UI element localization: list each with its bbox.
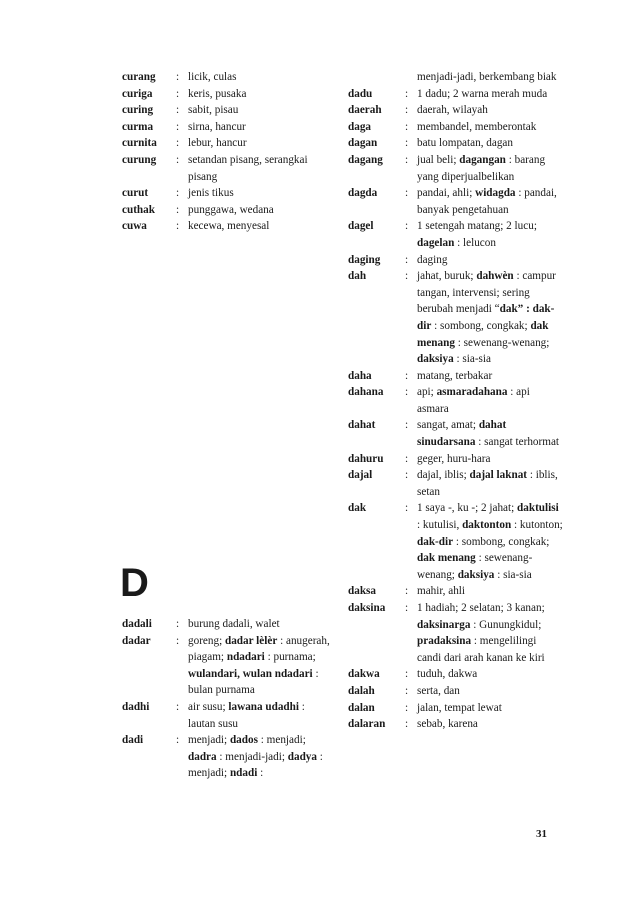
definition — [188, 202, 332, 219]
headword: dalah — [348, 684, 375, 697]
entry-separator: : — [405, 153, 409, 166]
definition-text: jenis tikus — [188, 187, 234, 200]
dictionary-entry — [348, 252, 563, 269]
entry-separator: : — [405, 220, 409, 233]
definition — [417, 716, 563, 733]
headword: daksa — [348, 585, 376, 598]
definition-text: : iblis, setan — [417, 469, 558, 498]
definition-text: daging — [417, 253, 448, 266]
entry-separator: : — [176, 220, 180, 233]
definition — [417, 583, 563, 600]
definition — [417, 384, 563, 417]
headword: dahat — [348, 419, 376, 432]
headword: dagel — [348, 220, 374, 233]
definition-text: jahat, buruk; — [417, 270, 477, 283]
derived-term: dagangan — [459, 153, 506, 166]
headword: dadi — [122, 734, 144, 747]
definition — [417, 152, 563, 185]
derived-term: dadya — [287, 750, 317, 763]
headword: dagda — [348, 187, 378, 200]
headword: dahana — [348, 386, 384, 399]
definition — [417, 666, 563, 683]
definition-text: : sangat terhormat — [475, 436, 560, 449]
entry-separator: : — [176, 187, 180, 200]
dictionary-entry — [122, 102, 332, 119]
entry-separator: : — [405, 87, 409, 100]
definition — [417, 69, 563, 86]
definition-text: : sombong, congkak; — [431, 319, 531, 332]
entry-separator: : — [405, 120, 409, 133]
derived-term: daksinarga — [417, 618, 471, 631]
definition-text: : Gunungkidul; — [470, 618, 542, 631]
entry-separator: : — [176, 120, 180, 133]
definition — [188, 86, 332, 103]
derived-term: dagelan — [417, 236, 455, 249]
definition — [188, 135, 332, 152]
definition-text: serta, dan — [417, 684, 460, 697]
definition — [417, 185, 563, 218]
derived-term: widagda — [475, 187, 516, 200]
definition-text: : menjadi; — [257, 734, 306, 747]
entry-separator: : — [405, 718, 409, 731]
definition — [188, 152, 332, 185]
derived-term: dak-dir — [417, 535, 454, 548]
headword: curut — [122, 187, 149, 200]
left-column-bottom — [122, 616, 332, 782]
headword: dalaran — [348, 718, 386, 731]
definition-text: sirna, hancur — [188, 120, 246, 133]
definition-text: matang, terbakar — [417, 369, 493, 382]
definition — [417, 252, 563, 269]
definition-text: air susu; — [188, 700, 229, 713]
derived-term: ndadari — [226, 651, 265, 664]
headword: daksina — [348, 602, 386, 614]
definition — [417, 268, 563, 368]
dictionary-entry — [122, 633, 332, 699]
definition-text: : kutonton; — [511, 519, 563, 532]
definition — [188, 633, 332, 699]
dictionary-entry — [348, 417, 563, 450]
definition-text: 1 setengah matang; 2 lucu; — [417, 220, 537, 233]
entry-separator: : — [176, 618, 180, 630]
dictionary-entry — [348, 218, 563, 251]
dictionary-entry — [348, 467, 563, 500]
definition — [417, 218, 563, 251]
derived-term: dak” : dak-dir — [417, 303, 555, 332]
dictionary-entry — [122, 732, 332, 782]
headword: dalan — [348, 701, 375, 714]
entry-separator: : — [176, 71, 180, 83]
entry-separator: : — [405, 684, 409, 697]
definition-text: licik, culas — [188, 71, 237, 83]
dictionary-entry — [348, 152, 563, 185]
dictionary-entry — [122, 86, 332, 103]
definition-text: dajal, iblis; — [417, 469, 470, 482]
entry-separator: : — [176, 87, 180, 100]
definition — [417, 683, 563, 700]
headword: dak — [348, 502, 367, 515]
definition-text: tuduh, dakwa — [417, 668, 478, 681]
definition-text: punggawa, wedana — [188, 203, 274, 216]
definition-text: goreng; — [188, 634, 225, 647]
definition-text: : sombong, congkak; — [453, 535, 550, 548]
entry-separator: : — [405, 137, 409, 150]
entry-separator: : — [405, 253, 409, 266]
derived-term: daktonton — [462, 519, 512, 532]
dictionary-entry — [348, 86, 563, 103]
definition-text: : — [257, 767, 264, 780]
dictionary-entry — [122, 185, 332, 202]
headword: dajal — [348, 469, 373, 482]
definition-text: : kutulisi, — [417, 519, 463, 532]
headword: curiga — [122, 87, 153, 100]
headword: dagang — [348, 153, 383, 166]
headword: dagan — [348, 137, 378, 150]
definition-text: jalan, tempat lewat — [417, 701, 502, 714]
dictionary-entry — [348, 384, 563, 417]
headword: dakwa — [348, 668, 380, 681]
dictionary-entry — [348, 102, 563, 119]
entry-separator: : — [405, 502, 409, 515]
entry-separator: : — [405, 270, 409, 283]
definition-text: sangat, amat; — [417, 419, 479, 432]
definition-text: lebur, hancur — [188, 137, 247, 150]
entry-separator: : — [405, 602, 409, 614]
definition-text: geger, huru-hara — [417, 452, 491, 465]
left-column-top — [122, 69, 332, 235]
derived-term: dajal laknat — [469, 469, 528, 482]
definition-text: setandan pisang, serangkai pisang — [188, 153, 308, 183]
page-number: 31 — [536, 828, 547, 840]
entry-separator: : — [405, 104, 409, 117]
definition-text: jual beli; — [417, 153, 460, 166]
definition-text: : api asmara — [417, 386, 530, 415]
entry-separator: : — [176, 104, 180, 117]
entry-separator: : — [176, 137, 180, 150]
derived-term: dados — [229, 734, 258, 747]
definition-text: menjadi; — [188, 734, 230, 747]
definition — [417, 119, 563, 136]
headword: daerah — [348, 104, 382, 117]
definition — [188, 699, 332, 732]
derived-term: dahat sinudarsana — [417, 419, 507, 449]
definition — [417, 102, 563, 119]
headword: dadu — [348, 87, 373, 100]
dictionary-entry — [122, 135, 332, 152]
dictionary-entry — [122, 69, 332, 86]
entry-separator: : — [405, 419, 409, 432]
headword: dadar — [122, 634, 151, 647]
definition-text: : anugerah, piagam; — [188, 634, 330, 664]
definition-text: mahir, ahli — [417, 585, 466, 598]
definition — [417, 467, 563, 500]
entry-separator: : — [405, 452, 409, 465]
dictionary-entry — [122, 119, 332, 136]
entry-separator: : — [405, 585, 409, 598]
derived-term: ndadi — [229, 767, 258, 780]
dictionary-entry — [348, 666, 563, 683]
dictionary-entry — [348, 451, 563, 468]
definition-text: pandai, ahli; — [417, 187, 476, 200]
entry-separator — [405, 69, 417, 86]
definition-text: batu lompatan, dagan — [417, 137, 513, 150]
headword: dadali — [122, 618, 152, 630]
definition — [417, 600, 563, 666]
definition-text: 1 dadu; 2 warna merah muda — [417, 87, 548, 100]
definition — [188, 732, 332, 782]
dictionary-entry — [348, 716, 563, 733]
definition-text: kecewa, menyesal — [188, 220, 270, 233]
entry-separator: : — [405, 668, 409, 681]
derived-term: dadra — [188, 750, 217, 763]
dictionary-entry — [348, 69, 563, 86]
definition-text: burung dadali, walet — [188, 618, 280, 630]
definition-text: : menjadi-jadi; — [216, 750, 288, 763]
derived-term: daksiya — [457, 568, 495, 581]
definition-text: : bulan purnama — [188, 667, 319, 697]
definition-text: : mengelilingi candi dari arah kanan ke kiri — [417, 635, 545, 664]
dictionary-entry — [348, 135, 563, 152]
dictionary-entry — [122, 699, 332, 732]
definition — [417, 86, 563, 103]
definition-text: keris, pusaka — [188, 87, 247, 100]
entry-separator: : — [176, 153, 180, 166]
definition-text: : sia-sia — [494, 568, 532, 581]
definition-text: : campur tangan, intervensi; sering berubah menjadi “ — [417, 270, 556, 316]
definition-text: 1 saya -, ku -; 2 jahat; — [417, 502, 518, 515]
entry-separator: : — [176, 700, 180, 713]
headword: dahuru — [348, 452, 384, 465]
headword: curing — [122, 104, 154, 117]
entry-separator: : — [405, 386, 409, 399]
definition-text: sabit, pisau — [188, 104, 239, 117]
definition-text: : lautan susu — [188, 700, 305, 730]
definition-text: : sia-sia — [453, 353, 491, 366]
definition — [417, 417, 563, 450]
definition — [188, 616, 332, 633]
definition — [417, 135, 563, 152]
section-letter: D — [120, 561, 149, 605]
headword: cuthak — [122, 203, 155, 216]
derived-term: wulandari, wulan ndadari — [188, 667, 313, 680]
dictionary-entry — [122, 202, 332, 219]
definition-text: : lelucon — [454, 236, 496, 249]
definition-text: sebab, karena — [417, 718, 478, 731]
headword: curnita — [122, 137, 157, 150]
definition — [188, 102, 332, 119]
headword: daha — [348, 369, 372, 382]
headword — [348, 69, 405, 86]
definition — [417, 451, 563, 468]
dictionary-entry — [348, 700, 563, 717]
derived-term: daksiya — [417, 353, 454, 366]
entry-separator: : — [176, 203, 180, 216]
entry-separator: : — [405, 469, 409, 482]
definition-text: : purnama; — [264, 651, 316, 664]
definition-text: : sewenang-wenang; — [454, 336, 550, 349]
derived-term: pradaksina — [417, 635, 472, 648]
definition-text: daerah, wilayah — [417, 104, 488, 117]
derived-term: lawana udadhi — [228, 700, 299, 713]
definition — [417, 700, 563, 717]
dictionary-entry — [348, 683, 563, 700]
entry-separator: : — [405, 701, 409, 714]
headword: dadhi — [122, 700, 150, 713]
definition — [417, 500, 563, 583]
headword: curang — [122, 71, 156, 83]
headword: daga — [348, 120, 372, 133]
dictionary-entry — [348, 583, 563, 600]
definition — [188, 185, 332, 202]
entry-separator: : — [405, 369, 409, 382]
definition-text: 1 hadiah; 2 selatan; 3 kanan; — [417, 602, 545, 614]
derived-term: dadar lèlèr — [224, 634, 278, 647]
headword: curma — [122, 120, 154, 133]
headword: daging — [348, 253, 381, 266]
derived-term: asmaradahana — [436, 386, 508, 399]
definition-text: : pandai, banyak pengetahuan — [417, 187, 557, 216]
dictionary-entry — [122, 152, 332, 185]
derived-term: daktulisi — [517, 502, 559, 515]
dictionary-entry — [348, 368, 563, 385]
derived-term: dak menang — [417, 552, 476, 565]
entry-separator: : — [405, 187, 409, 200]
dictionary-entry — [348, 268, 563, 368]
headword: curung — [122, 153, 157, 166]
definition-text: api; — [417, 386, 437, 399]
derived-term: dahwèn — [476, 270, 514, 283]
definition — [188, 69, 332, 86]
definition-text: : barang yang diperjualbelikan — [417, 153, 546, 183]
right-column — [348, 69, 563, 733]
definition — [188, 218, 332, 235]
definition-text: membandel, memberontak — [417, 120, 537, 133]
dictionary-entry — [122, 218, 332, 235]
dictionary-entry — [348, 500, 563, 583]
dictionary-entry — [122, 616, 332, 633]
headword: dah — [348, 270, 367, 283]
definition-text: menjadi-jadi, berkembang biak — [417, 71, 557, 83]
entry-separator: : — [176, 734, 180, 747]
definition-text: : sewenang-wenang; — [417, 552, 533, 581]
dictionary-entry — [348, 600, 563, 666]
definition-text: : menjadi; — [188, 750, 323, 780]
entry-separator: : — [176, 634, 180, 647]
headword: cuwa — [122, 220, 147, 233]
definition — [188, 119, 332, 136]
dictionary-entry — [348, 185, 563, 218]
definition — [417, 368, 563, 385]
derived-term: dak menang — [417, 319, 549, 349]
dictionary-entry — [348, 119, 563, 136]
